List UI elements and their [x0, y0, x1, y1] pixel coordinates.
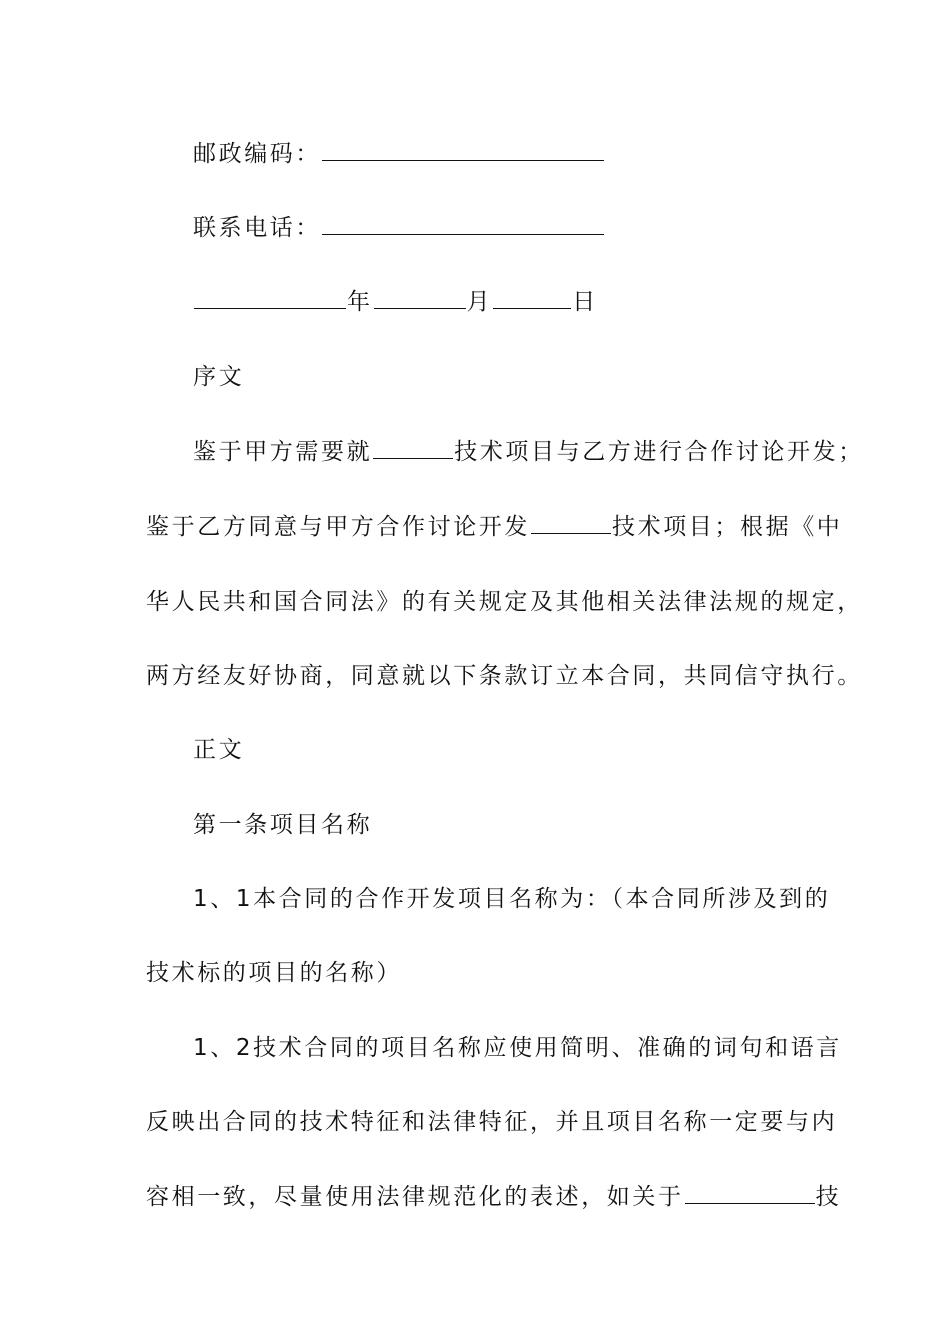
- preamble-line-2: [0, 507, 950, 547]
- preamble-text: 鉴于乙方同意与甲方合作讨论开发: [146, 514, 530, 540]
- phone-blank: [322, 208, 604, 235]
- body-heading-text: 正文: [193, 737, 245, 763]
- project-blank: [373, 432, 453, 459]
- preamble-line-4: [0, 656, 950, 696]
- preamble-line-1: [0, 432, 950, 472]
- day-label: 日: [572, 289, 598, 315]
- postal-code-line: [0, 134, 950, 174]
- project-blank: [531, 507, 611, 534]
- preamble-text: 两方经友好协商，同意就以下条款订立本合同，共同信守执行。: [146, 663, 863, 689]
- month-blank: [374, 282, 466, 309]
- preamble-text: 技术项目与乙方进行合作讨论开发；: [454, 439, 864, 465]
- preamble-heading: [0, 357, 950, 397]
- clause-text: 1、1本合同的合作开发项目名称为：（本合同所涉及到的: [193, 886, 831, 912]
- about-blank: [685, 1177, 815, 1204]
- clause-text: 技术标的项目的名称）: [146, 960, 402, 986]
- clause-1-1-line-2: [0, 953, 950, 993]
- preamble-heading-text: 序文: [193, 364, 245, 390]
- date-line: [0, 282, 950, 322]
- preamble-text: 鉴于甲方需要就: [193, 439, 373, 465]
- clause-text: 反映出合同的技术特征和法律特征，并且项目名称一定要与内: [146, 1109, 838, 1135]
- clause-1-1-line-1: [0, 879, 950, 919]
- clause-text: 1、2技术合同的项目名称应使用简明、准确的词句和语言: [193, 1035, 842, 1061]
- clause-1-2-line-2: [0, 1102, 950, 1142]
- postal-code-blank: [322, 134, 604, 161]
- phone-line: [0, 208, 950, 248]
- preamble-text: 华人民共和国合同法》的有关规定及其他相关法律法规的规定，: [146, 589, 863, 615]
- month-label: 月: [466, 289, 493, 315]
- article-1-title: [0, 805, 950, 845]
- phone-label: 联系电话：: [193, 215, 321, 241]
- day-blank: [493, 282, 571, 309]
- preamble-text: 技术项目；根据《中: [612, 514, 843, 540]
- year-blank: [194, 282, 346, 309]
- year-label: 年: [347, 289, 373, 315]
- postal-code-label: 邮政编码：: [193, 141, 321, 167]
- clause-1-2-line-1: [0, 1028, 950, 1068]
- clause-1-2-line-3: [0, 1177, 950, 1217]
- article-1-title-text: 第一条项目名称: [193, 812, 373, 838]
- preamble-line-3: [0, 582, 950, 622]
- clause-text: 技: [815, 1184, 842, 1210]
- clause-text: 容相一致，尽量使用法律规范化的表述，如关于: [146, 1184, 684, 1210]
- body-heading: [0, 730, 950, 770]
